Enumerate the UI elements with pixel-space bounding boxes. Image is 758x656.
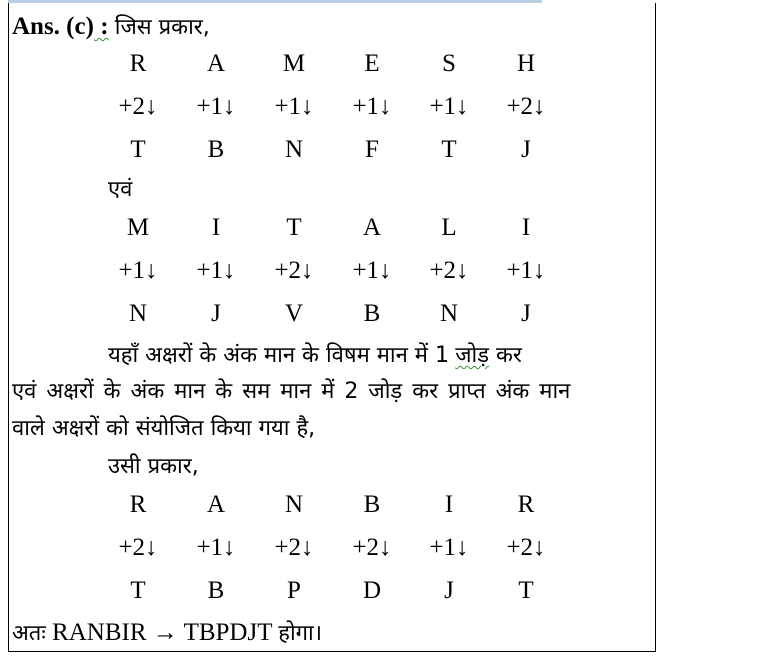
example2-letter: A xyxy=(362,214,382,241)
example3-op: +1↓ xyxy=(429,534,469,561)
example1-result: J xyxy=(521,136,531,163)
example1-letter: R xyxy=(129,50,147,77)
example3-op: +1↓ xyxy=(196,534,236,561)
example1-result: T xyxy=(130,136,146,163)
example2-op: +1↓ xyxy=(118,257,158,284)
answer-label: Ans. (c) xyxy=(12,13,94,40)
conclusion-line xyxy=(12,618,322,649)
example1-letter: M xyxy=(282,50,306,77)
example3-letter: A xyxy=(206,491,226,518)
example2-result: J xyxy=(521,300,531,327)
example3-letter: I xyxy=(444,491,454,518)
example3-letter: B xyxy=(363,491,381,518)
example1-op: +1↓ xyxy=(429,93,469,120)
example2-op: +1↓ xyxy=(352,257,392,284)
example2-op: +2↓ xyxy=(429,257,469,284)
example2-result: N xyxy=(439,300,459,327)
example3-result: P xyxy=(287,577,301,604)
answer-header xyxy=(12,12,210,43)
example3-op: +2↓ xyxy=(118,534,158,561)
example2-letter: I xyxy=(521,214,531,241)
explanation-join-word: जोड़ xyxy=(455,343,489,368)
conclusion-prefix: अतः xyxy=(12,621,46,646)
conclusion-suffix: होगा। xyxy=(278,621,323,646)
example2-op: +1↓ xyxy=(196,257,236,284)
example1-result: F xyxy=(365,136,379,163)
example3-op: +2↓ xyxy=(274,534,314,561)
example2-result: J xyxy=(211,300,221,327)
conclusion-output: TBPDJT xyxy=(183,619,273,646)
example3-result: T xyxy=(518,577,534,604)
example1-letter: E xyxy=(364,50,380,77)
example1-result: T xyxy=(441,136,457,163)
explanation-line-2: एवं अक्षरों के अंक मान के सम मान में 2 जोड़ कर प्राप्त अंक मान xyxy=(12,379,571,404)
example1-op: +1↓ xyxy=(196,93,236,120)
example2-result: N xyxy=(128,300,148,327)
example3-letter: R xyxy=(129,491,147,518)
example1-result: B xyxy=(207,136,225,163)
example2-letter: L xyxy=(441,214,457,241)
example2-letter: T xyxy=(286,214,302,241)
example3-letter: R xyxy=(517,491,535,518)
example3-result: B xyxy=(207,577,225,604)
explanation-line-1 xyxy=(108,340,522,371)
example1-op: +2↓ xyxy=(506,93,546,120)
example1-op: +1↓ xyxy=(352,93,392,120)
example3-op: +2↓ xyxy=(506,534,546,561)
conclusion-input: RANBIR xyxy=(52,619,147,646)
example3-result: J xyxy=(444,577,454,604)
arrow-icon: → xyxy=(152,619,178,646)
example2-result: V xyxy=(284,300,304,327)
example2-result: B xyxy=(363,300,381,327)
example1-op: +2↓ xyxy=(118,93,158,120)
example3-result: D xyxy=(362,577,382,604)
explanation-line-1-end: कर xyxy=(488,343,522,368)
answer-colon: : xyxy=(93,13,109,40)
example3-result: T xyxy=(130,577,146,604)
example2-op: +2↓ xyxy=(274,257,314,284)
example1-letter: S xyxy=(442,50,456,77)
example2-letter: M xyxy=(126,214,150,241)
explanation-line-3: वाले अक्षरों को संयोजित किया गया है, xyxy=(12,416,316,441)
example3-op: +2↓ xyxy=(352,534,392,561)
example2-letter: I xyxy=(211,214,221,241)
example1-letter: H xyxy=(516,50,536,77)
answer-intro: जिस प्रकार, xyxy=(114,15,210,40)
conjunction-label: एवं xyxy=(108,177,133,202)
example1-op: +1↓ xyxy=(274,93,314,120)
explanation-line-1-text: यहाँ अक्षरों के अंक मान के विषम मान में 1 xyxy=(108,343,449,368)
example3-letter: N xyxy=(284,491,304,518)
example1-letter: A xyxy=(206,50,226,77)
example2-op: +1↓ xyxy=(506,257,546,284)
similarly-label: उसी प्रकार, xyxy=(108,454,199,479)
example1-result: N xyxy=(284,136,304,163)
